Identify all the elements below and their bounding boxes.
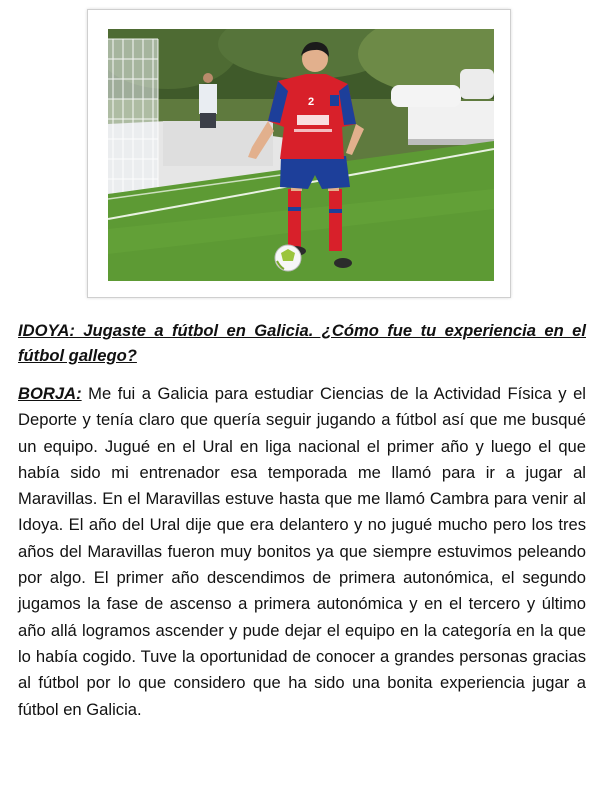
interview-answer bbox=[18, 381, 586, 723]
photo-frame bbox=[87, 9, 511, 298]
interview-question: IDOYA: Jugaste a fútbol en Galicia. ¿Cómo fue tu experiencia en el fútbol gallego? bbox=[18, 321, 586, 365]
answer-text: Me fui a Galicia para estudiar Ciencias de la Actividad Física y el Deporte y tenía claro que quería seguir jugando a fútbol así que me busqué un equipo. Jugué en el Ural en liga nacional el primer año y luego el que había sido mi entrenador esa temporada me llamó para ir a jugar al Maravillas. En el Maravillas estuve hasta que me llamó Cambra para venir al Idoya. El año del Ural dije que era delantero y no jugué mucho pero los tres años del Maravillas fueron muy bonitos ya que siempre estuvimos peleando por algo. El primer año descendimos de primera autonómica, el segundo jugamos la fase de ascenso a primera autonómica y en el tercero y último año allá logramos ascender y pude dejar el equipo en la categoría en la que lo había cogido. Tuve la oportunidad de conocer a grandes personas gracias al fútbol por lo que considero que ha sido una bonita experiencia jugar a fútbol en Galicia. bbox=[18, 384, 586, 719]
svg-text:2: 2 bbox=[308, 96, 315, 108]
footballer-photo bbox=[108, 29, 494, 281]
speaker-name: BORJA: bbox=[18, 384, 82, 403]
